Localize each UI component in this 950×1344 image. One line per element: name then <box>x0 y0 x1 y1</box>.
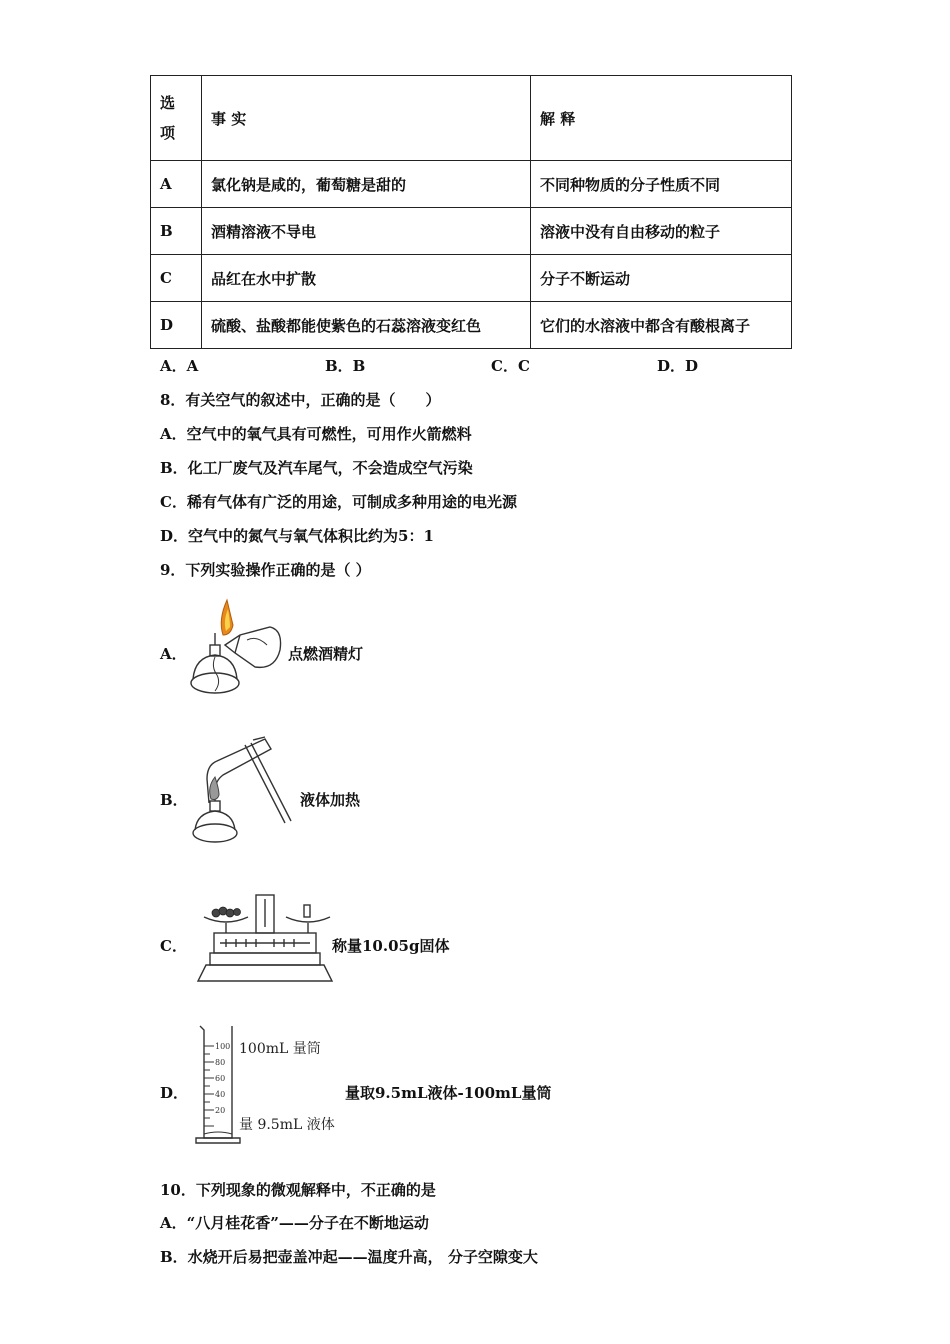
lighting-alcohol-lamp-figure <box>185 595 285 700</box>
liquid-heating-figure <box>185 735 295 850</box>
q10-option-a[interactable]: A．“八月桂花香”——分子在不断地运动 <box>160 1214 429 1232</box>
q10-option-b[interactable]: B．水烧开后易把壶盖冲起——温度升高， 分子空隙变大 <box>160 1248 538 1266</box>
table-row <box>151 255 792 302</box>
row-key: B <box>151 208 202 255</box>
cylinder-scale-40: 40 <box>215 1090 226 1099</box>
cylinder-scale-20: 20 <box>215 1106 226 1115</box>
q9-option-b-caption: 液体加热 <box>300 791 361 809</box>
cylinder-scale-60: 60 <box>215 1074 226 1083</box>
q9-option-d-caption: 量取9.5mL液体-100mL量筒 <box>345 1084 552 1102</box>
fact-explanation-table <box>150 75 792 349</box>
cylinder-scale-100: 100 <box>215 1042 231 1051</box>
row-fact: 酒精溶液不导电 <box>202 208 531 255</box>
q8-option-b[interactable]: B．化工厂废气及汽车尾气，不会造成空气污染 <box>160 459 473 477</box>
q9-option-a-caption: 点燃酒精灯 <box>288 645 364 663</box>
row-explain: 它们的水溶液中都含有酸根离子 <box>531 302 792 349</box>
row-fact: 氯化钠是咸的，葡萄糖是甜的 <box>202 161 531 208</box>
q8-option-d[interactable]: D．空气中的氮气与氧气体积比约为5：1 <box>160 527 434 545</box>
q9-option-d-label[interactable]: D． <box>160 1084 189 1102</box>
header-option-char-2: 项 <box>160 124 176 142</box>
table-header-row <box>151 76 792 161</box>
q7-options <box>160 355 760 375</box>
table-row <box>151 302 792 349</box>
table-row <box>151 208 792 255</box>
q8-option-c[interactable]: C．稀有气体有广泛的用途，可制成多种用途的电光源 <box>160 493 517 511</box>
q7-option-c[interactable]: C．C <box>491 357 530 375</box>
row-explain: 分子不断运动 <box>531 255 792 302</box>
q7-option-a[interactable]: A．A <box>160 357 199 375</box>
row-explain: 不同种物质的分子性质不同 <box>531 161 792 208</box>
cylinder-label-bottom: 量 9.5mL 液体 <box>239 1117 335 1133</box>
balance-weighing-figure <box>196 893 336 985</box>
row-fact: 硫酸、盐酸都能使紫色的石蕊溶液变红色 <box>202 302 531 349</box>
header-fact-cell: 事 实 <box>202 76 531 161</box>
q9-option-a-label[interactable]: A． <box>160 645 187 663</box>
header-option-cell <box>151 76 202 161</box>
cylinder-scale-80: 80 <box>215 1058 226 1067</box>
q9-option-b-label[interactable]: B． <box>160 791 188 809</box>
q7-option-b[interactable]: B．B <box>325 357 366 375</box>
row-key: C <box>151 255 202 302</box>
row-key: D <box>151 302 202 349</box>
row-explain: 溶液中没有自由移动的粒子 <box>531 208 792 255</box>
q10-stem: 10．下列现象的微观解释中，不正确的是 <box>160 1181 436 1199</box>
row-key: A <box>151 161 202 208</box>
q9-option-c-caption: 称量10.05g固体 <box>332 937 450 955</box>
cylinder-label-top: 100mL 量筒 <box>239 1041 321 1057</box>
q7-option-d[interactable]: D．D <box>657 357 699 375</box>
q8-option-a[interactable]: A．空气中的氧气具有可燃性，可用作火箭燃料 <box>160 425 472 443</box>
header-explain-cell: 解 释 <box>531 76 792 161</box>
q8-stem: 8．有关空气的叙述中，正确的是（ ） <box>160 391 441 409</box>
table-row <box>151 161 792 208</box>
graduated-cylinder-figure <box>192 1022 347 1147</box>
q9-option-c-label[interactable]: C． <box>160 937 187 955</box>
header-option-char-1: 选 <box>160 94 176 112</box>
q9-stem: 9．下列实验操作正确的是（ ） <box>160 561 371 579</box>
row-fact: 品红在水中扩散 <box>202 255 531 302</box>
